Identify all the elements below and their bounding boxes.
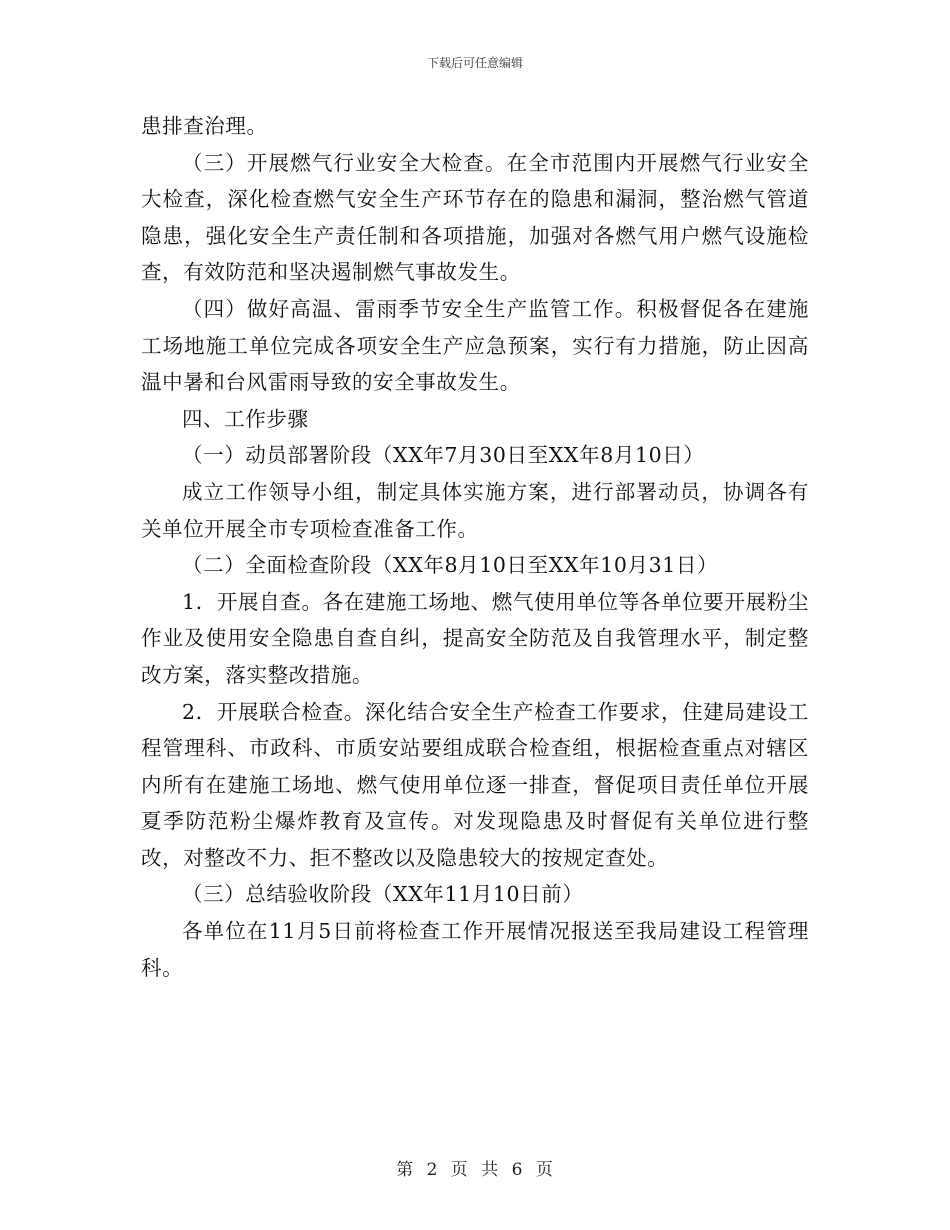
stage-3-heading: （三）总结验收阶段（XX年11月10日前） xyxy=(182,882,584,907)
paragraph-8: 1．开展自查。各在建施工场地、燃气使用单位等各单位要开展粉尘作业及使用安全隐患自查自纠，提高安全防范及自我管理水平，制定整改方案，落实整改措施。 xyxy=(141,589,809,687)
paragraph-11: 各单位在11月5日前将检查工作开展情况报送至我局建设工程管理科。 xyxy=(141,919,809,980)
page-header-note: 下载后可任意编辑 xyxy=(426,56,523,70)
paragraph-6: 成立工作领导小组，制定具体实施方案，进行部署动员，协调各有关单位开展全市专项检查准备工作。 xyxy=(141,479,809,541)
paragraph-3: （四）做好高温、雷雨季节安全生产监管工作。积极督促各在建施工场地施工单位完成各项安全生产应急预案，实行有力措施，防止因高温中暑和台风雷雨导致的安全事故发生。 xyxy=(141,296,809,395)
paragraph-9: 2．开展联合检查。深化结合安全生产检查工作要求，住建局建设工程管理科、市政科、市质安站要组成联合检查组，根据检查重点对辖区内所有在建施工场地、燃气使用单位逐一排查，督促项目责任单位开展夏季防范粉尘爆炸教育及宣传。对发现隐患及时督促有关单位进行整改，对整改不力、拒不整改以及隐患较大的按规定查处。 xyxy=(141,699,809,870)
paragraph-1: 患排查治理。 xyxy=(141,114,268,138)
stage-1-heading: （一）动员部署阶段（XX年7月30日至XX年8月10日） xyxy=(182,443,705,468)
document-body xyxy=(141,108,809,986)
page-number: 第 2 页 共 6 页 xyxy=(396,1160,554,1180)
section-heading-steps: 四、工作步骤 xyxy=(182,406,309,431)
stage-2-heading: （二）全面检查阶段（XX年8月10日至XX年10月31日） xyxy=(182,553,719,578)
paragraph-2: （三）开展燃气行业安全大检查。在全市范围内开展燃气行业安全大检查，深化检查燃气安全生产环节存在的隐患和漏洞，整治燃气管道隐患，强化安全生产责任制和各项措施，加强对各燃气用户燃气设施检查，有效防范和坚决遏制燃气事故发生。 xyxy=(141,150,809,285)
